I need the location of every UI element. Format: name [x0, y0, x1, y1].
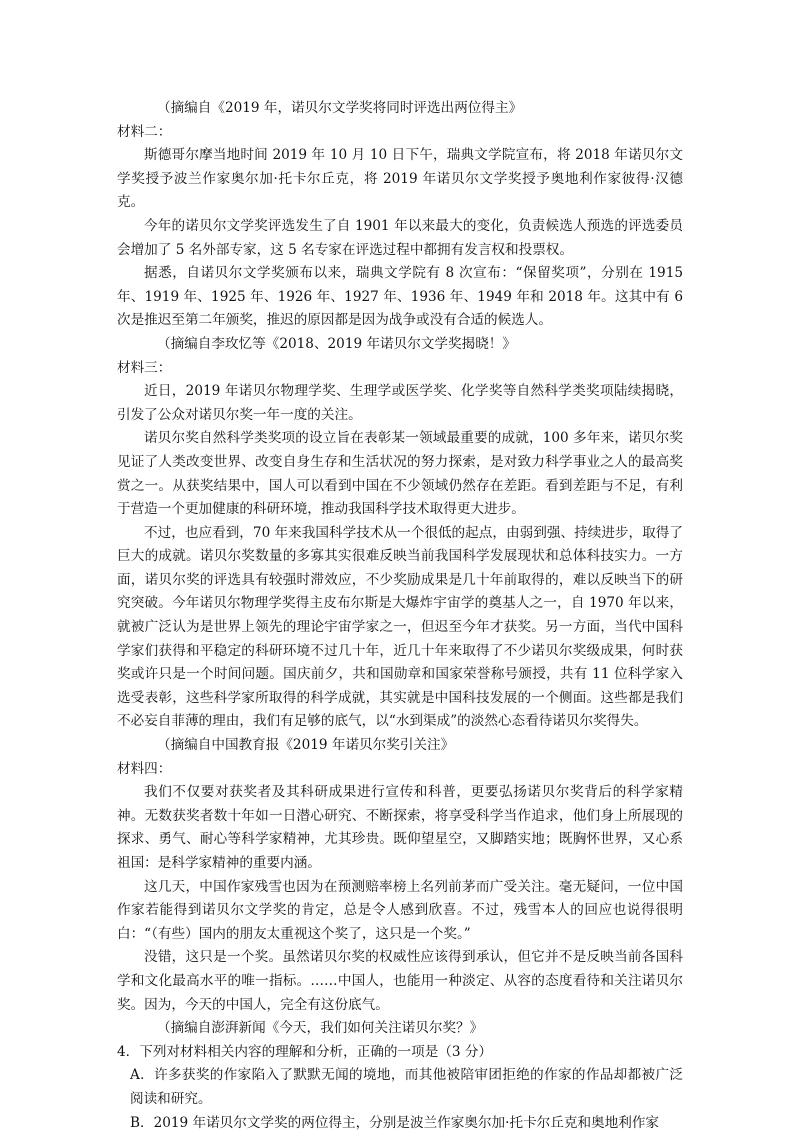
source-citation-4: （摘编自澎湃新闻《今天，我们如何关注诺贝尔奖？》: [157, 1020, 484, 1037]
source-citation-3: （摘编自中国教育报《2019 年诺贝尔奖引关注》: [157, 737, 455, 754]
source-citation-1: （摘编自《2019 年，诺贝尔文学奖将同时评选出两位得主》: [157, 100, 523, 116]
document-body: [117, 97, 683, 1135]
question-option-b: B．2019 年诺贝尔文学奖的两位得主，分别是波兰作家奥尔加·托卡尔丘克和奥地利作家: [130, 1114, 660, 1131]
material-2-paragraph-3: 据悉，自诺贝尔文学奖颁布以来，瑞典文学院有 8 次宣布：“保留奖项”，分别在 1915 年、1919 年、1925 年、1926 年、1927 年、1936 年、1949 年和 2018 年。这其中有 6 次是推迟至第二年颁奖，推迟的原因都是因为战争或没有合适的候选人。: [117, 265, 683, 329]
material-4-paragraph-2: 这几天，中国作家残雪也因为在预测赔率榜上名列前茅而广受关注。毫无疑问，一位中国作家若能得到诺贝尔文学奖的肯定，总是令人感到欣喜。不过，残雪本人的回应也说得很明白：“（有些）国内的朋友太重视这个奖了，这只是一个奖。”: [117, 878, 683, 942]
material-2-heading: 材料二：: [117, 123, 172, 140]
material-4-paragraph-3: 没错，这只是一个奖。虽然诺贝尔奖的权威性应该得到承认，但它并不是反映当前各国科学和文化最高水平的唯一指标。……中国人，也能用一种淡定、从容的态度看待和关注诺贝尔奖。因为，今天的中国人，完全有这份底气。: [117, 949, 683, 1013]
material-2-paragraph-2: 今年的诺贝尔文学奖评选发生了自 1901 年以来最大的变化，负责候选人预选的评选委员会增加了 5 名外部专家，这 5 名专家在评选过程中都拥有发言权和投票权。: [117, 217, 683, 258]
material-4-heading: 材料四：: [117, 760, 172, 777]
material-3-paragraph-3: 不过，也应看到，70 年来我国科学技术从一个很低的起点，由弱到强、持续进步，取得了巨大的成就。诺贝尔奖数量的多寡其实很难反映当前我国科学发展现状和总体科技实力。一方面，诺贝尔奖的评选具有较强时滞效应，不少奖励成果是几十年前取得的，难以反映当下的研究突破。今年诺贝尔物理学奖得主皮布尔斯是大爆炸宇宙学的奠基人之一，自 1970 年以来，就被广泛认为是世界上领先的理论宇宙学家之一，但迟至今年才获奖。另一方面，当代中国科学家们获得和平稳定的科研环境不过几十年，近几十年来取得了不少诺贝尔奖级成果，何时获奖或许只是一个时间问题。国庆前夕，共和国勋章和国家荣誉称号颁授，共有 11 位科学家入选受表彰，这些科学家所取得的科学成就，其实就是中国科技发展的一个侧面。这些都是我们不必妄自菲薄的理由，我们有足够的底气，以“水到渠成”的淡然心态看待诺贝尔奖得失。: [117, 524, 683, 730]
question-stem: 4．下列对材料相关内容的理解和分析，正确的一项是（3 分）: [117, 1043, 493, 1060]
source-citation-2: （摘编自李玫忆等《2018、2019 年诺贝尔文学奖揭晓！》: [157, 335, 516, 352]
material-3-heading: 材料三：: [117, 359, 172, 376]
material-3-paragraph-2: 诺贝尔奖自然科学类奖项的设立旨在表彰某一领域最重要的成就，100 多年来，诺贝尔奖见证了人类改变世界、改变自身生存和生活状况的努力探索，是对致力科学事业之人的最高奖赏之一。从获奖结果中，国人可以看到中国在不少领域仍然存在差距。看到差距与不足，有利于营造一个更加健康的科研环境，推动我国科学技术取得更大进步。: [117, 430, 683, 518]
question-option-a: A．许多获奖的作家陷入了默默无闻的境地，而其他被陪审团拒绝的作家的作品却都被广泛阅读和研究。: [130, 1067, 683, 1107]
material-4-paragraph-1: 我们不仅要对获奖者及其科研成果进行宣传和科普，更要弘扬诺贝尔奖背后的科学家精神。无数获奖者数十年如一日潜心研究、不断探索，将享受科学当作追求，他们身上所展现的探求、勇气、耐心等科学家精神，尤其珍贵。既仰望星空，又脚踏实地；既胸怀世界，又心系祖国：是科学家精神的重要内涵。: [117, 784, 683, 871]
material-2-paragraph-1: 斯德哥尔摩当地时间 2019 年 10 月 10 日下午，瑞典文学院宣布，将 2018 年诺贝尔文学奖授予波兰作家奥尔加·托卡尔丘克，将 2019 年诺贝尔文学奖授予奥地利作家彼得·汉德克。: [117, 147, 683, 211]
material-3-paragraph-1: 近日，2019 年诺贝尔物理学奖、生理学或医学奖、化学奖等自然科学类奖项陆续揭晓，引发了公众对诺贝尔奖一年一度的关注。: [117, 383, 683, 423]
